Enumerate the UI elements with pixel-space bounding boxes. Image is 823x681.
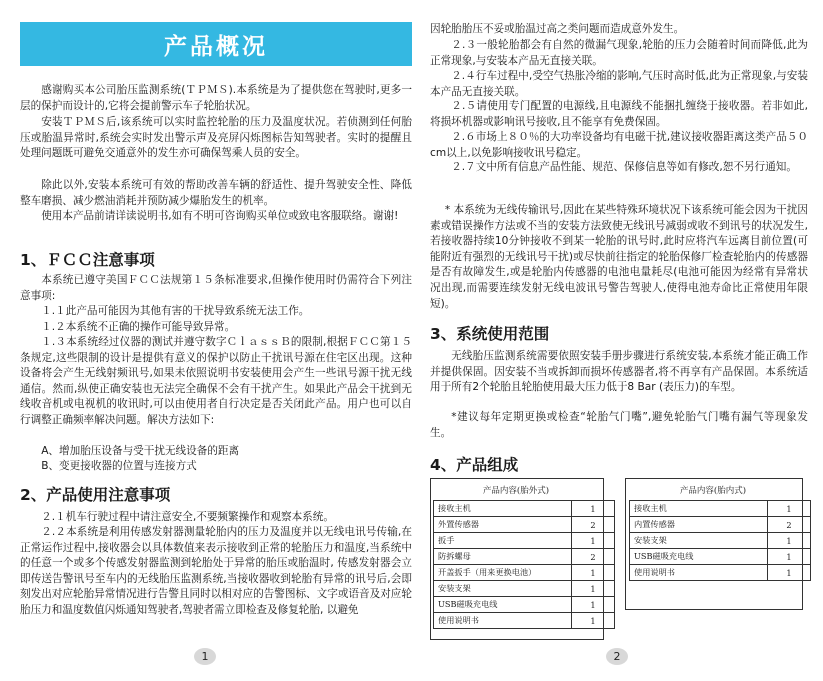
item-quantity: 1 — [572, 613, 615, 629]
table-row — [630, 549, 811, 565]
intro-paragraph-1: 感谢购买本公司胎压监测系统(ＴＰＭＳ).本系统是为了提供您在驾驶时,更多一层的保护而设计的,它将会提前警示车子轮胎状况。 — [20, 84, 412, 112]
item-name: 扳手 — [434, 533, 572, 549]
item-name: 内置传感器 — [630, 517, 768, 533]
outer-contents-caption: 产品内容(胎外式) — [482, 486, 550, 496]
table-row — [630, 565, 811, 581]
usage-item-2: ２.２本系统是利用传感发射器测量轮胎内的压力及温度并以无线电讯号传输,在正常运作过程中,接收器会以具体数值来表示接收到正常的轮胎压力和温度,当系统中的任意一个或多个传感发射器监测到轮胎处于异常的胎压或胎温时, 传感发射器会立即传送告警讯号至车内的无线胎压监测系统,当接收器收到轮胎有异常的讯号后,会即刻发出对应轮胎异常情况进行告警且同时以相对应的告警图标、文字或语音及对应轮胎压力和温度数值闪烁通知驾驶者,驾驶者需立即检查及修复轮胎, 以避免 — [20, 526, 412, 616]
item-name: 接收主机 — [630, 501, 768, 517]
fcc-item-3: １.３本系统经过仪器的测试并遵守数字ＣｌａｓｓＢ的限制,根据ＦＣＣ第１５条规定,这些限制的设计是提供有意义的保护以防止干扰讯号源在住宅区出现。这种设备将会产生无线射频讯号,如果未依照说明书安装使用会产生一些讯号源干扰无线通信。然而,纵使正确安装也无法完全确保不会有干扰产生。如果此产品会干扰到无线收音机或电视机的收讯时,可以由使用者自行决定是否关闭此产品。用户也可以自行调整正确频率解决问题。解决方法如下: — [20, 336, 412, 426]
page-number-left: 1 — [194, 648, 216, 665]
usage-item-2-continued: 因轮胎胎压不妥或胎温过高之类问题而造成意外发生。 — [430, 23, 685, 35]
section-contents-heading: 4、产品组成 — [430, 456, 519, 474]
table-row — [630, 501, 811, 517]
table-row — [434, 549, 615, 565]
item-name: 使用说明书 — [630, 565, 768, 581]
page-title: 产品概况 — [164, 33, 268, 60]
usage-item-4: ２.４行车过程中,受空气热胀冷缩的影响,气压时高时低,此为正常现象,与安装本产品无直接关联。 — [430, 70, 808, 98]
item-quantity: 2 — [572, 517, 615, 533]
item-name: 防拆螺母 — [434, 549, 572, 565]
item-quantity: 2 — [768, 517, 811, 533]
table-row — [630, 517, 811, 533]
intro-paragraph-2: 安装ＴＰＭＳ后,该系统可以实时监控轮胎的压力及温度状况。若侦测到任何胎压或胎温异常时,系统会实时发出警示声及亮屏闪烁图标告知驾驶者。实时的提醒且处理问题既可避免交通意外的发生亦可确保驾乘人员的安全。 — [20, 116, 412, 160]
table-row — [434, 613, 615, 629]
usage-note: * 本系统为无线传输讯号,因此在某些特殊环境状况下该系统可能会因为干扰因素或错误操作方法或不当的安装方法致使无线讯号减弱或收不到讯号的状况发生,若接收器持续10分钟接收不到某一轮胎的讯号时,此时应将汽车远离目前位置(可能附近有强烈的无线讯号干扰)或尽快前往指定的轮胎保修厂检查轮胎内的传感器是否有故障发生,或是轮胎内传感器的电池电量耗尽(电池可能因为经常有异常状况出现,而需要连续发射无线电波讯号警告驾驶人,使得电池寿命比正常使用年限短)。 — [430, 204, 808, 310]
usage-item-1: ２.１机车行驶过程中请注意安全,不要频繁操作和观察本系统。 — [41, 511, 334, 523]
item-quantity: 1 — [572, 597, 615, 613]
item-name: USB磁吸充电线 — [630, 549, 768, 565]
outer-contents-table — [433, 500, 615, 629]
fcc-solution-b: B、变更接收器的位置与连接方式 — [41, 460, 197, 472]
item-quantity: 1 — [768, 549, 811, 565]
item-quantity: 1 — [572, 581, 615, 597]
fcc-item-1: １.１此产品可能因为其他有害的干扰导致系统无法工作。 — [41, 305, 310, 317]
usage-item-5: ２.５请使用专门配置的电源线,且电源线不能捆扎缠绕于接收器。若非如此,将损坏机器或影响讯号接收,且不能享有免费保固。 — [430, 100, 808, 128]
intro-paragraph-3: 除此以外,安装本系统可有效的帮助改善车辆的舒适性、提升驾驶安全性、降低整车磨损、减少燃油消耗并预防减少爆胎发生的机率。 — [20, 179, 412, 207]
item-quantity: 1 — [768, 533, 811, 549]
scope-paragraph: 无线胎压监测系统需要依照安装手册步骤进行系统安装,本系统才能正确工作并提供保固。因安装不当或拆卸而损坏传感器者,将不再享有产品保固。本系统适用于所有2个轮胎且轮胎使用最大压力低于8 Bar (表压力)的车型。 — [430, 350, 808, 394]
section-usage-heading: 2、产品使用注意事项 — [20, 486, 171, 504]
usage-item-3: ２.３一般轮胎都会有自然的微漏气现象,轮胎的压力会随着时间而降低,此为正常现象,与安装本产品无直接关联。 — [430, 39, 808, 67]
item-quantity: 1 — [572, 501, 615, 517]
table-row — [434, 501, 615, 517]
item-name: USB磁吸充电线 — [434, 597, 572, 613]
table-row — [434, 517, 615, 533]
item-name: 安装支架 — [630, 533, 768, 549]
item-quantity: 2 — [572, 549, 615, 565]
table-row — [630, 533, 811, 549]
section-fcc-heading: 1、ＦＣＣ注意事项 — [20, 251, 155, 269]
item-quantity: 1 — [768, 501, 811, 517]
intro-paragraph-4: 使用本产品前请详读说明书,如有不明可咨询购买单位或致电客服联络。谢谢! — [41, 210, 399, 222]
section-scope-heading: 3、系统使用范围 — [430, 325, 550, 343]
item-name: 安装支架 — [434, 581, 572, 597]
table-row — [434, 597, 615, 613]
fcc-item-2: １.２本系统不正确的操作可能导致异常。 — [41, 321, 236, 333]
item-name: 接收主机 — [434, 501, 572, 517]
item-quantity: 1 — [768, 565, 811, 581]
item-quantity: 1 — [572, 533, 615, 549]
page-title-banner — [20, 22, 412, 66]
item-quantity: 1 — [572, 565, 615, 581]
item-name: 外置传感器 — [434, 517, 572, 533]
inner-contents-caption: 产品内容(胎内式) — [679, 486, 747, 496]
page-number-right: 2 — [606, 648, 628, 665]
fcc-solution-a: A、增加胎压设备与受干扰无线设备的距离 — [41, 445, 240, 457]
item-name: 使用说明书 — [434, 613, 572, 629]
scope-note: *建议每年定期更换或检查“轮胎气门嘴”,避免轮胎气门嘴有漏气等现象发生。 — [430, 411, 808, 439]
table-row — [434, 565, 615, 581]
table-row — [434, 581, 615, 597]
fcc-intro: 本系统已遵守美国ＦＣＣ法规第１５条标准要求,但操作使用时仍需符合下列注意事项: — [20, 274, 412, 302]
usage-item-7: ２.７文中所有信息产品性能、规范、保修信息等如有修改,恕不另行通知。 — [451, 161, 797, 173]
table-row — [434, 533, 615, 549]
item-name: 开盖扳手（用来更换电池） — [434, 565, 572, 581]
inner-contents-table — [629, 500, 811, 581]
usage-item-6: ２.６市场上８０％的大功率设备均有电磁干扰,建议接收器距离这类产品５０cm以上,以免影响接收讯号稳定。 — [430, 131, 808, 159]
